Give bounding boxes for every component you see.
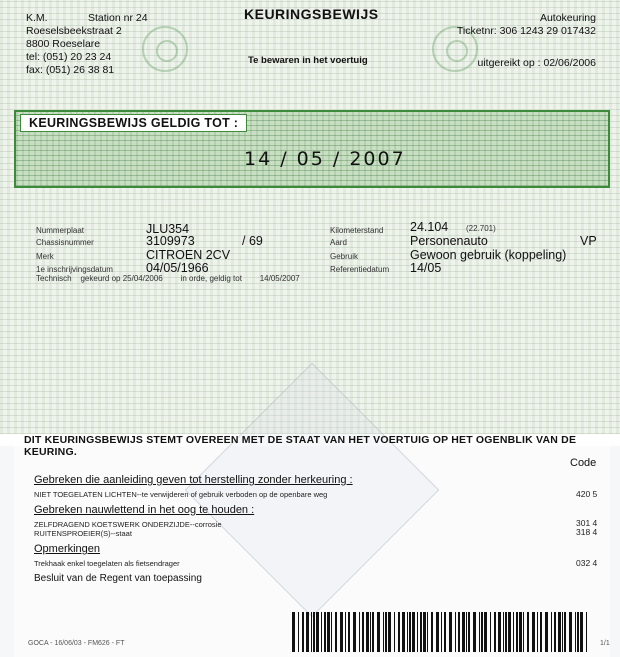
station-number: Station nr 24 — [88, 12, 148, 24]
section-title-repair: Gebreken die aanleiding geven tot herstelling zonder herkeuring : — [34, 474, 353, 486]
conformity-statement: DIT KEURINGSBEWIJS STEMT OVEREEN MET DE STAAT VAN HET VOERTUIG OP HET OGENBLIK VAN DE KEURING. — [24, 434, 577, 458]
plate-label: Nummerplaat — [36, 226, 85, 235]
section-title-remarks: Opmerkingen — [34, 543, 101, 555]
defect-item: RUITENSPROEIER(S)--staat — [34, 529, 132, 538]
chassis-suffix: / 69 — [242, 234, 263, 248]
validity-date: 14 / 05 / 2007 — [244, 148, 406, 170]
validity-box — [14, 110, 610, 188]
make-value: CITROEN 2CV — [146, 248, 231, 262]
station-fax: fax: (051) 26 38 81 — [26, 64, 115, 76]
station-street: Roeselsbeekstraat 2 — [26, 25, 122, 37]
use-value: Gewoon gebruik (koppeling) — [410, 248, 567, 262]
km-label: Kilometerstand — [330, 226, 384, 235]
code-column-header: Code — [570, 457, 597, 469]
page-indicator: 1/1 — [600, 640, 610, 647]
inspection-type: Autokeuring — [539, 12, 596, 24]
document-subtitle: Te bewaren in het voertuig — [248, 55, 368, 66]
remark-item: Trekhaak enkel toegelaten als fietsendrager — [34, 559, 180, 568]
defect-item: NIET TOEGELATEN LICHTEN--te verwijderen of gebruik verboden op de openbare weg — [34, 490, 328, 499]
technical-inspection-line: Technisch gekeurd op 25/04/2006 in orde, geldig tot 14/05/2007 — [36, 274, 300, 283]
barcode — [292, 612, 592, 652]
station-tel: tel: (051) 20 23 24 — [26, 51, 112, 63]
defect-code: 318 4 — [576, 527, 598, 537]
issue-date: uitgereikt op : 02/06/2006 — [477, 57, 596, 69]
remark-note: Besluit van de Regent van toepassing — [34, 573, 202, 584]
reference-date-label: Referentiedatum — [330, 265, 390, 274]
defect-code: 301 4 — [576, 518, 598, 528]
ticket-number: Ticketnr: 306 1243 29 017432 — [456, 25, 596, 37]
kind-label: Aard — [330, 238, 347, 247]
validity-label: KEURINGSBEWIJS GELDIG TOT : — [20, 114, 247, 132]
defect-item: ZELFDRAGEND KOETSWERK ONDERZIJDE--corrosie — [34, 520, 222, 529]
defect-code: 420 5 — [576, 489, 598, 499]
station-org: K.M. — [26, 12, 48, 24]
reference-date-value: 14/05 — [410, 261, 442, 275]
km-value: 24.104 — [410, 220, 449, 234]
left-seal-icon — [142, 26, 188, 72]
first-registration-value: 04/05/1966 — [146, 261, 209, 275]
chassis-label: Chassisnummer — [36, 238, 94, 247]
kind-code: VP — [580, 234, 597, 248]
chassis-value: 3109973 — [146, 234, 195, 248]
document-title: KEURINGSBEWIJS — [244, 6, 379, 22]
first-registration-label: 1e inschrijvingsdatum — [36, 265, 113, 274]
station-city: 8800 Roeselare — [26, 38, 101, 50]
remark-code: 032 4 — [576, 558, 598, 568]
plate-value: JLU354 — [146, 222, 190, 236]
kind-value: Personenauto — [410, 234, 488, 248]
form-reference: GOCA - 16/06/03 - FM626 - FT — [28, 640, 125, 647]
km-extra: (22.701) — [466, 224, 496, 233]
use-label: Gebruik — [330, 252, 359, 261]
make-label: Merk — [36, 252, 54, 261]
section-title-monitor: Gebreken nauwlettend in het oog te houden : — [34, 504, 255, 516]
